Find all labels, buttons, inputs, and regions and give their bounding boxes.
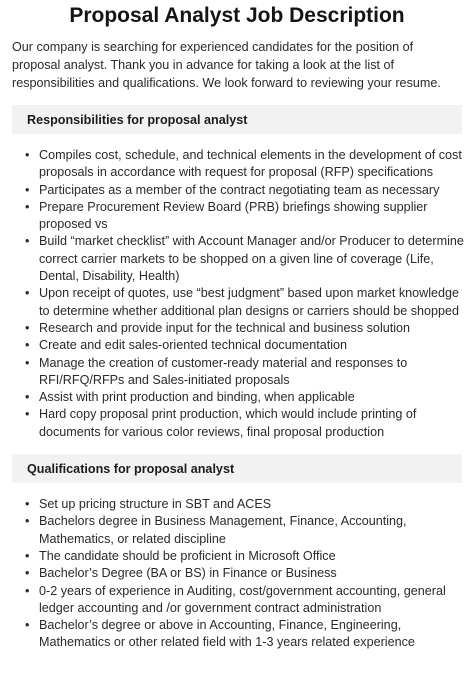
- page-title: Proposal Analyst Job Description: [69, 4, 405, 27]
- list-item: [25, 617, 464, 652]
- bullet-icon: •: [25, 566, 30, 581]
- bullet-icon: •: [25, 320, 30, 335]
- list-item-text: Set up pricing structure in SBT and ACES: [39, 497, 272, 512]
- list-item: [25, 513, 464, 548]
- bullet-icon: •: [25, 338, 30, 353]
- bullet-icon: •: [25, 286, 30, 301]
- bullet-icon: •: [25, 583, 30, 598]
- list-item-text: Upon receipt of quotes, use “best judgment” based upon market knowledge to determine whether additional plan designs or carriers should be shopped: [39, 286, 460, 318]
- bullet-icon: •: [25, 355, 30, 370]
- list-item: [25, 147, 464, 182]
- bullet-icon: •: [25, 548, 30, 563]
- list-item-text: Prepare Procurement Review Board (PRB) briefings showing supplier proposed vs: [39, 199, 428, 232]
- list-item-text: Participates as a member of the contract negotiating team as necessary: [39, 182, 440, 197]
- bullet-icon: •: [25, 234, 30, 249]
- list-item: [25, 182, 464, 199]
- list-item-text: Bachelors degree in Business Management, Finance, Accounting, Mathematics, or related discipline: [39, 514, 407, 546]
- bullet-icon: •: [25, 618, 30, 633]
- list-item: [25, 496, 464, 513]
- list-item-text: Build “market checklist” with Account Manager and/or Producer to determine correct carrier markets to be shopped on a given line of coverage (Life, Dental, Disability, Health): [39, 234, 464, 284]
- list-item-text: 0-2 years of experience in Auditing, cost/government accounting, general ledger accounting and /or government contract administration: [39, 583, 446, 615]
- list-item: [25, 320, 464, 337]
- bullet-icon: •: [25, 407, 30, 422]
- list-item: [25, 583, 464, 618]
- responsibilities-list: [25, 147, 464, 441]
- bullet-icon: •: [25, 182, 30, 197]
- list-item-text: The candidate should be proficient in Microsoft Office: [39, 548, 336, 563]
- qualifications-heading: Qualifications for proposal analyst: [12, 454, 462, 483]
- list-item: [25, 337, 464, 354]
- qualifications-list: [25, 496, 464, 652]
- bullet-icon: •: [25, 199, 30, 214]
- list-item-text: Hard copy proposal print production, which would include printing of documents for various color reviews, final proposal production: [39, 407, 417, 439]
- list-item-text: Assist with print production and binding, when applicable: [39, 390, 355, 405]
- list-item-text: Bachelor’s degree or above in Accounting, Finance, Engineering, Mathematics or other related field with 1-3 years related experience: [39, 618, 415, 650]
- intro-paragraph: Our company is searching for experienced candidates for the position of proposal analyst. Thank you in advance for taking a look at the list of responsibilities and qualifications. We look forward to reviewing your resume.: [12, 40, 441, 90]
- list-item-text: Research and provide input for the technical and business solution: [39, 320, 411, 335]
- list-item-text: Bachelor’s Degree (BA or BS) in Finance or Business: [39, 566, 337, 581]
- list-item-text: Compiles cost, schedule, and technical elements in the development of cost proposals in accordance with request for proposal (RFP) specifications: [39, 148, 462, 180]
- responsibilities-heading: Responsibilities for proposal analyst: [12, 105, 462, 134]
- list-item-text: Manage the creation of customer-ready material and responses to RFI/RFQ/RFPs and Sales-initiated proposals: [39, 355, 408, 387]
- list-item: [25, 565, 464, 582]
- list-item: [25, 355, 464, 390]
- bullet-icon: •: [25, 514, 30, 529]
- list-item: [25, 548, 464, 565]
- bullet-icon: •: [25, 148, 30, 162]
- list-item: [25, 233, 464, 285]
- list-item: [25, 406, 464, 441]
- list-item: [25, 389, 464, 406]
- bullet-icon: •: [25, 497, 30, 512]
- list-item: [25, 199, 464, 234]
- bullet-icon: •: [25, 390, 30, 405]
- list-item-text: Create and edit sales-oriented technical documentation: [39, 338, 348, 353]
- list-item: [25, 285, 464, 320]
